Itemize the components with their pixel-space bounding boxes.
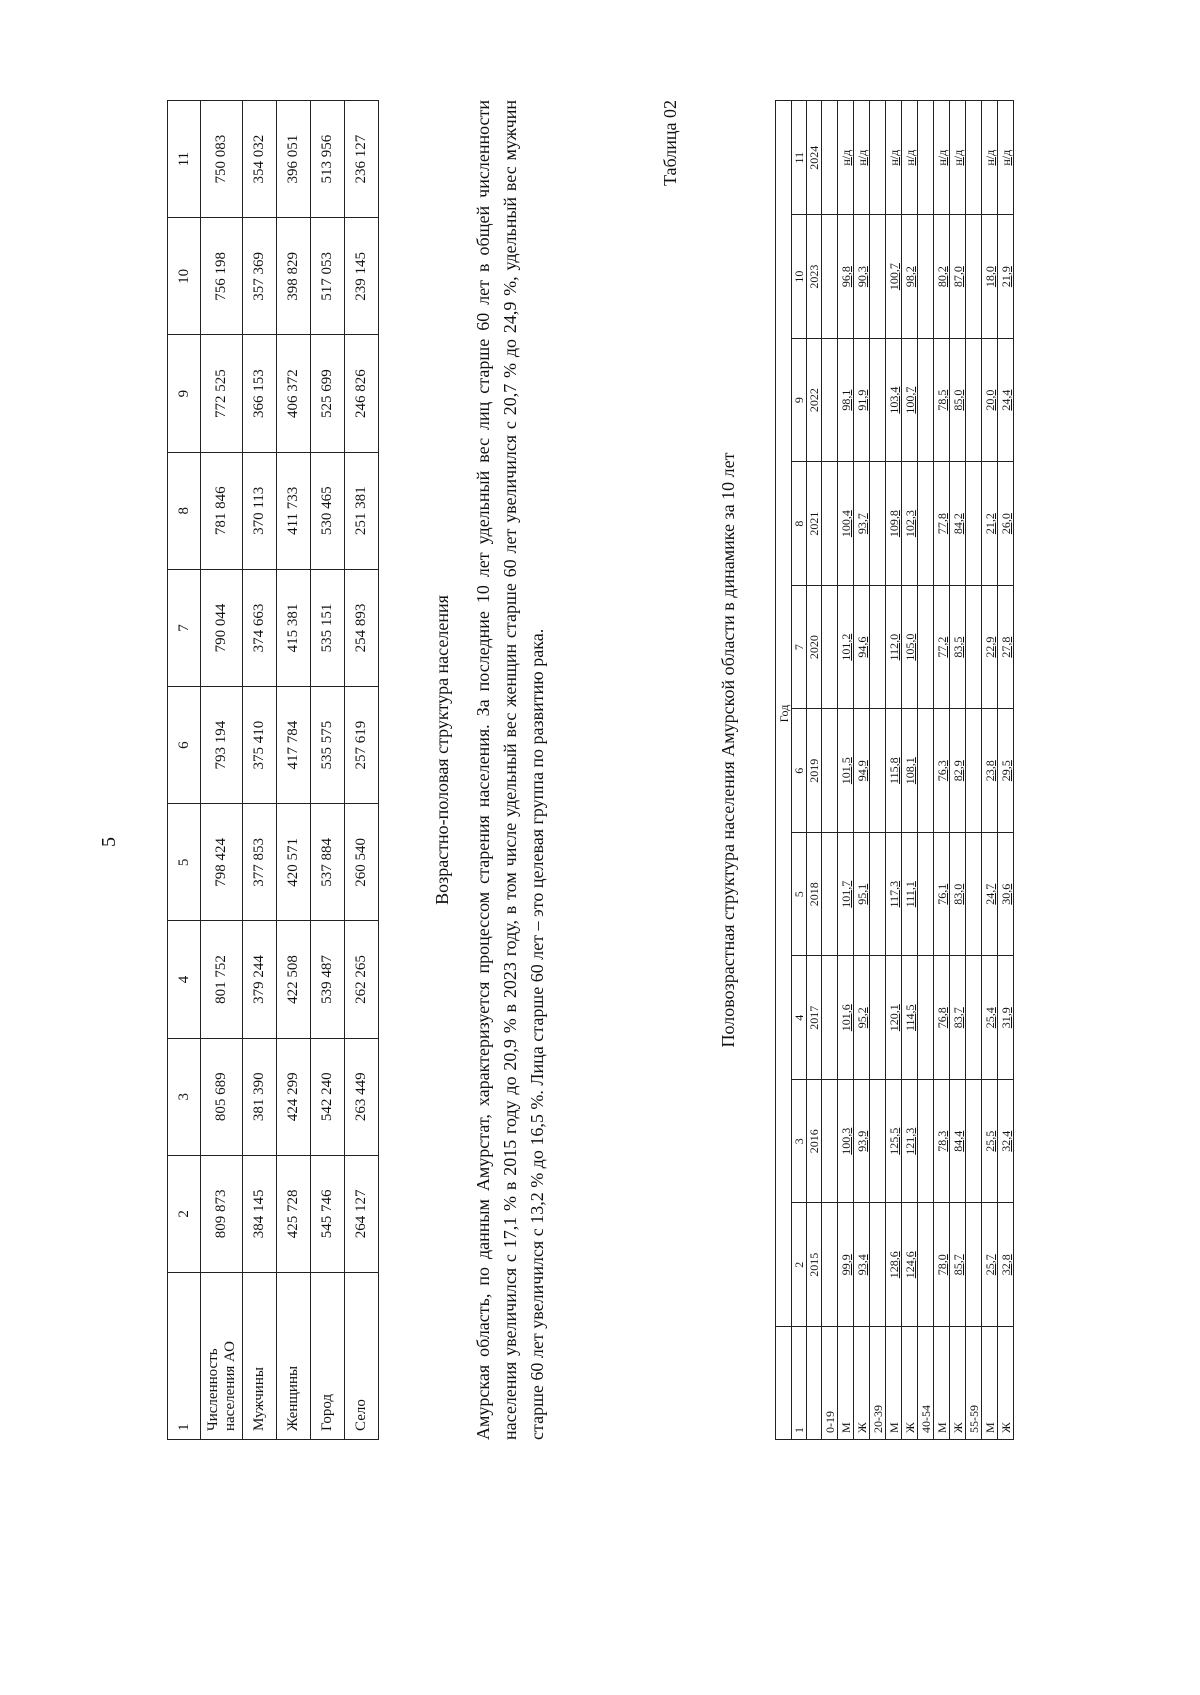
paragraph-line: Амурская область, по данным Амурстат, характеризуется процессом старения населения. За последние 10 лет	[473, 552, 493, 1440]
year-header: 2024	[807, 101, 822, 215]
year-header: 2016	[807, 1079, 822, 1203]
table-cell: 115,8	[886, 709, 902, 833]
empty-cell	[966, 101, 982, 215]
table-cell: 103,4	[886, 338, 902, 462]
empty-cell	[822, 462, 838, 586]
empty-cell	[822, 1079, 838, 1203]
table-cell: 101,6	[838, 956, 854, 1080]
table-cell: 420 571	[277, 804, 311, 921]
table-row	[902, 101, 918, 1440]
table-cell: н/д	[934, 101, 950, 215]
age-group-row	[918, 101, 934, 1440]
column-number: 6	[792, 709, 807, 833]
empty-cell	[966, 462, 982, 586]
table-cell: 377 853	[243, 804, 277, 921]
column-number: 4	[168, 921, 201, 1038]
table-cell: 379 244	[243, 921, 277, 1038]
table-cell: 76,8	[934, 956, 950, 1080]
table-cell: 101,5	[838, 709, 854, 833]
page-number: 5	[98, 837, 120, 847]
table-cell: 100,3	[838, 1079, 854, 1203]
table-cell: 101,2	[838, 585, 854, 709]
paragraph-line: удельный вес лиц старше 60 лет в общей численности населения увеличился с 17,1 % в 2015 году до 20,9 % в 2023 году, в	[473, 99, 520, 1440]
table-cell: 78,5	[934, 338, 950, 462]
table-cell: 25,4	[982, 956, 998, 1080]
table-cell: 84,2	[950, 462, 966, 586]
table-cell: 117,3	[886, 832, 902, 956]
table-cell: 384 145	[243, 1155, 277, 1272]
population-table	[167, 100, 379, 1440]
empty-cell	[870, 462, 886, 586]
table-cell: 25,7	[982, 1203, 998, 1327]
sex-label: М	[886, 1327, 902, 1440]
empty-cell	[822, 709, 838, 833]
empty-cell	[966, 1203, 982, 1327]
column-number: 4	[792, 956, 807, 1080]
table-cell: 23,8	[982, 709, 998, 833]
table-cell: 539 487	[311, 921, 345, 1038]
table-row	[854, 101, 870, 1440]
table-cell: 87,0	[950, 215, 966, 339]
sex-label: М	[838, 1327, 854, 1440]
table-cell: 545 746	[311, 1155, 345, 1272]
table-cell: 30,6	[998, 832, 1014, 956]
empty-cell	[966, 585, 982, 709]
table-cell: 798 424	[201, 804, 243, 921]
table-cell: 94,9	[854, 709, 870, 833]
table-cell: 98,1	[838, 338, 854, 462]
table-cell: 77,8	[934, 462, 950, 586]
column-number: 2	[168, 1155, 201, 1272]
table-cell: 251 381	[345, 452, 379, 569]
table-cell: 374 663	[243, 569, 277, 686]
column-number: 10	[792, 215, 807, 339]
table-cell: 124,6	[902, 1203, 918, 1327]
column-number: 9	[792, 338, 807, 462]
table-row	[277, 101, 311, 1440]
table-cell: 85,0	[950, 338, 966, 462]
table-cell: 121,3	[902, 1079, 918, 1203]
table-cell: 370 113	[243, 452, 277, 569]
sex-label: М	[982, 1327, 998, 1440]
table-cell: 542 240	[311, 1038, 345, 1155]
table-cell: 260 540	[345, 804, 379, 921]
group-header-row	[776, 101, 792, 1440]
table-cell: 424 299	[277, 1038, 311, 1155]
row-label: Село	[345, 1273, 379, 1440]
table-cell: 756 198	[201, 218, 243, 335]
table-cell: 78,3	[934, 1079, 950, 1203]
column-number-row	[792, 101, 807, 1440]
table-cell: 93,4	[854, 1203, 870, 1327]
table-cell: 125,5	[886, 1079, 902, 1203]
table-cell: 90,3	[854, 215, 870, 339]
table-cell: 24,7	[982, 832, 998, 956]
empty-cell	[918, 101, 934, 215]
age-group-label: 40-54	[918, 1327, 934, 1440]
sex-label: Ж	[998, 1327, 1014, 1440]
table-cell: 25,5	[982, 1079, 998, 1203]
table-cell: 254 893	[345, 569, 379, 686]
empty-cell	[822, 585, 838, 709]
age-group-row	[822, 101, 838, 1440]
table-cell: 94,6	[854, 585, 870, 709]
empty-cell	[822, 101, 838, 215]
table-cell: н/д	[998, 101, 1014, 215]
table-cell: 396 051	[277, 101, 311, 218]
table-cell: 26,0	[998, 462, 1014, 586]
table-cell: 100,7	[902, 338, 918, 462]
table-cell: 535 151	[311, 569, 345, 686]
section-heading: Возрастно-половая структура населения	[432, 595, 452, 905]
empty-cell	[966, 1079, 982, 1203]
table-cell: 105,0	[902, 585, 918, 709]
table-cell: 415 381	[277, 569, 311, 686]
column-number: 2	[792, 1203, 807, 1327]
column-number: 7	[792, 585, 807, 709]
empty-cell	[870, 101, 886, 215]
age-group-label: 20-39	[870, 1327, 886, 1440]
table-cell: 398 829	[277, 218, 311, 335]
empty-cell	[870, 1203, 886, 1327]
empty-cell	[870, 338, 886, 462]
empty-cell	[822, 832, 838, 956]
table-cell: 21,2	[982, 462, 998, 586]
column-number: 8	[168, 452, 201, 569]
table-cell: н/д	[838, 101, 854, 215]
table-cell: 257 619	[345, 687, 379, 804]
empty-cell	[918, 709, 934, 833]
table-cell: 99,9	[838, 1203, 854, 1327]
table-cell: 114,5	[902, 956, 918, 1080]
table-cell: 18,0	[982, 215, 998, 339]
column-number: 5	[168, 804, 201, 921]
table-cell: 793 194	[201, 687, 243, 804]
group-header: Год	[776, 101, 792, 1327]
table-cell: 535 575	[311, 687, 345, 804]
row-label: Женщины	[277, 1273, 311, 1440]
table-cell: 93,9	[854, 1079, 870, 1203]
sex-label: Ж	[950, 1327, 966, 1440]
table-cell: 20,0	[982, 338, 998, 462]
sex-label: Ж	[854, 1327, 870, 1440]
year-header: 2023	[807, 215, 822, 339]
row-label: Город	[311, 1273, 345, 1440]
table-cell: 91,9	[854, 338, 870, 462]
column-number: 5	[792, 832, 807, 956]
table-cell: 262 265	[345, 921, 379, 1038]
sex-label: М	[934, 1327, 950, 1440]
table-cell: 83,0	[950, 832, 966, 956]
table-cell: 76,3	[934, 709, 950, 833]
table-cell: 108,1	[902, 709, 918, 833]
empty-cell	[776, 1327, 792, 1440]
age-group-label: 55-59	[966, 1327, 982, 1440]
table-cell: 98,2	[902, 215, 918, 339]
table-cell: 530 465	[311, 452, 345, 569]
table-cell: 21,9	[998, 215, 1014, 339]
table-cell: 120,1	[886, 956, 902, 1080]
table-row	[243, 101, 277, 1440]
empty-cell	[822, 215, 838, 339]
table-cell: 78,0	[934, 1203, 950, 1327]
empty-cell	[870, 832, 886, 956]
table-cell: 83,7	[950, 956, 966, 1080]
table-cell: 22,9	[982, 585, 998, 709]
table-cell: 84,4	[950, 1079, 966, 1203]
table-cell: 772 525	[201, 335, 243, 452]
table-cell: 100,4	[838, 462, 854, 586]
table-cell: 101,7	[838, 832, 854, 956]
table-cell: 425 728	[277, 1155, 311, 1272]
year-header: 2018	[807, 832, 822, 956]
table-cell: н/д	[886, 101, 902, 215]
empty-cell	[966, 338, 982, 462]
column-number: 9	[168, 335, 201, 452]
year-header: 2021	[807, 462, 822, 586]
table-cell: 525 699	[311, 335, 345, 452]
column-number: 10	[168, 218, 201, 335]
table-cell: 83,5	[950, 585, 966, 709]
empty-cell	[966, 215, 982, 339]
year-header: 2017	[807, 956, 822, 1080]
empty-cell	[870, 1079, 886, 1203]
table-cell: 85,7	[950, 1203, 966, 1327]
table-caption: Таблица 02	[660, 100, 680, 186]
table-row	[201, 101, 243, 1440]
table-title: Половозрастная структура населения Амурской области в динамике за 10 лет	[718, 452, 738, 1048]
row-label: Численность населения АО	[201, 1273, 243, 1440]
empty-cell	[966, 832, 982, 956]
table-cell: 805 689	[201, 1038, 243, 1155]
empty-cell	[822, 338, 838, 462]
column-number: 3	[168, 1038, 201, 1155]
column-number: 3	[792, 1079, 807, 1203]
table-cell: 76,1	[934, 832, 950, 956]
table-cell: 112,0	[886, 585, 902, 709]
table-cell: 537 884	[311, 804, 345, 921]
table-cell: 24,4	[998, 338, 1014, 462]
table-cell: н/д	[982, 101, 998, 215]
table-cell: 263 449	[345, 1038, 379, 1155]
table-cell: 513 956	[311, 101, 345, 218]
age-group-row	[966, 101, 982, 1440]
table-row	[934, 101, 950, 1440]
empty-cell	[918, 832, 934, 956]
table-cell: 750 083	[201, 101, 243, 218]
table-cell: 111,1	[902, 832, 918, 956]
table-row	[838, 101, 854, 1440]
empty-cell	[822, 956, 838, 1080]
table-cell: 809 873	[201, 1155, 243, 1272]
age-group-row	[870, 101, 886, 1440]
table-cell: 366 153	[243, 335, 277, 452]
empty-cell	[918, 956, 934, 1080]
empty-cell	[918, 462, 934, 586]
empty-cell	[966, 956, 982, 1080]
table-cell: 781 846	[201, 452, 243, 569]
year-header: 2019	[807, 709, 822, 833]
table-cell: 32,8	[998, 1203, 1014, 1327]
table-cell: н/д	[902, 101, 918, 215]
body-paragraph	[470, 100, 551, 1440]
table-cell: 27,8	[998, 585, 1014, 709]
year-header: 2020	[807, 585, 822, 709]
empty-cell	[807, 1327, 822, 1440]
column-number: 1	[168, 1273, 201, 1440]
table-row	[345, 101, 379, 1440]
empty-cell	[918, 1203, 934, 1327]
table-cell: 381 390	[243, 1038, 277, 1155]
table-cell: 29,5	[998, 709, 1014, 833]
table-cell: 128,6	[886, 1203, 902, 1327]
age-sex-table	[775, 100, 1014, 1440]
table-cell: 80,2	[934, 215, 950, 339]
table-cell: 95,1	[854, 832, 870, 956]
empty-cell	[918, 215, 934, 339]
column-number: 8	[792, 462, 807, 586]
table-row	[886, 101, 902, 1440]
table-cell: 406 372	[277, 335, 311, 452]
empty-cell	[870, 956, 886, 1080]
table-cell: 411 733	[277, 452, 311, 569]
table-cell: 246 826	[345, 335, 379, 452]
table-cell: 31,9	[998, 956, 1014, 1080]
empty-cell	[870, 709, 886, 833]
table-cell: 236 127	[345, 101, 379, 218]
year-header: 2022	[807, 338, 822, 462]
sex-label: Ж	[902, 1327, 918, 1440]
table-cell: 354 032	[243, 101, 277, 218]
empty-cell	[870, 585, 886, 709]
table-cell: 264 127	[345, 1155, 379, 1272]
row-label: Мужчины	[243, 1273, 277, 1440]
empty-cell	[918, 338, 934, 462]
age-group-label: 0-19	[822, 1327, 838, 1440]
table-cell: 801 752	[201, 921, 243, 1038]
table-cell: 100,7	[886, 215, 902, 339]
table-row	[950, 101, 966, 1440]
table-cell: 95,2	[854, 956, 870, 1080]
column-number: 1	[792, 1327, 807, 1440]
table-cell: 82,9	[950, 709, 966, 833]
column-number: 7	[168, 569, 201, 686]
table-cell: 357 369	[243, 218, 277, 335]
table-cell: 790 044	[201, 569, 243, 686]
empty-cell	[918, 1079, 934, 1203]
empty-cell	[966, 709, 982, 833]
table-header-row	[168, 101, 201, 1440]
table-row	[982, 101, 998, 1440]
table-cell: 517 053	[311, 218, 345, 335]
table-cell: н/д	[854, 101, 870, 215]
table-cell: 77,2	[934, 585, 950, 709]
table-cell: 239 145	[345, 218, 379, 335]
table-cell: 32,4	[998, 1079, 1014, 1203]
column-number: 6	[168, 687, 201, 804]
year-row	[807, 101, 822, 1440]
table-cell: 417 784	[277, 687, 311, 804]
table-cell: 422 508	[277, 921, 311, 1038]
column-number: 11	[792, 101, 807, 215]
table-cell: 96,8	[838, 215, 854, 339]
table-cell: 93,7	[854, 462, 870, 586]
paragraph-line: увеличился с 13,2 % до 16,5 %. Лица старше 60 лет – это целевая группа по развитию рака.	[527, 628, 547, 1329]
table-cell: 102,3	[902, 462, 918, 586]
paragraph-line: том числе удельный вес женщин старше 60 лет увеличился с 20,7 % до 24,9 %, удельный вес мужчин старше 60 лет	[500, 100, 547, 1440]
table-cell: 109,8	[886, 462, 902, 586]
table-cell: н/д	[950, 101, 966, 215]
year-header: 2015	[807, 1203, 822, 1327]
column-number: 11	[168, 101, 201, 218]
empty-cell	[870, 215, 886, 339]
empty-cell	[918, 585, 934, 709]
table-cell: 375 410	[243, 687, 277, 804]
table-row	[998, 101, 1014, 1440]
table-row	[311, 101, 345, 1440]
empty-cell	[822, 1203, 838, 1327]
